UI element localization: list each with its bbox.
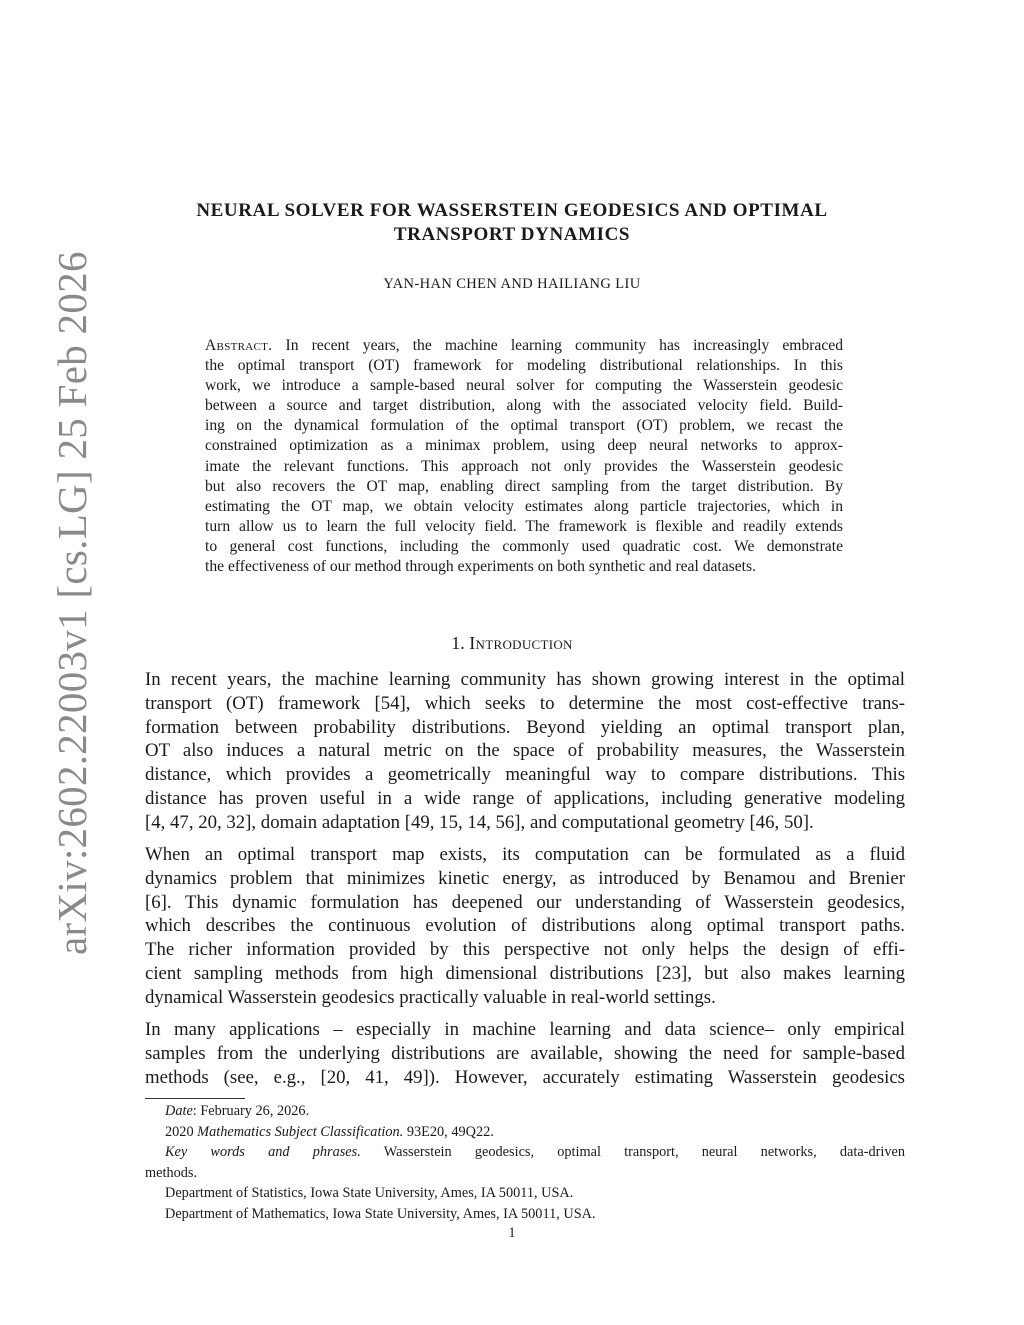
keywords-line-1: Wasserstein geodesics, optimal transport, neural networks, data-driven [383, 1144, 905, 1161]
footnotes [145, 1101, 905, 1225]
paragraph-line: formation between probability distributions. Beyond yielding an optimal transport plan, [145, 716, 905, 738]
section-number: 1. [451, 633, 465, 653]
paragraph-line: The richer information provided by this perspective not only helps the design of effi- [145, 939, 905, 961]
footnote-rule [145, 1098, 245, 1099]
msc-codes: 93E20, 49Q22. [406, 1123, 494, 1140]
abstract [205, 336, 843, 577]
abstract-line-text: the optimal transport (OT) framework for modeling distributional relationships. In this [205, 357, 843, 375]
keywords-line-2: methods. [145, 1164, 198, 1181]
abstract-line-text: estimating the OT map, we obtain velocity estimates along particle trajectories, which in [205, 497, 843, 515]
paragraph-line: samples from the underlying distributions are available, showing the need for sample-based [145, 1042, 905, 1064]
footnote-msc [145, 1122, 905, 1143]
paragraph [145, 843, 905, 1010]
abstract-line-text: but also recovers the OT map, enabling direct sampling from the target distribution. By [205, 477, 843, 495]
paragraph [145, 1018, 905, 1089]
abstract-line-text: work, we introduce a sample-based neural solver for computing the Wasserstein geodesic [205, 377, 843, 395]
abstract-line-text: In recent years, the machine learning community has increasingly embraced [285, 337, 843, 354]
paragraph-line: [4, 47, 20, 32], domain adaptation [49, 15, 14, 56], and computational geometry [46, 50]. [145, 811, 814, 833]
footnote-keywords [145, 1142, 905, 1163]
abstract-line [205, 356, 843, 376]
abstract-line-text: the effectiveness of our method through experiments on both synthetic and real datasets. [205, 558, 756, 576]
paragraph-line: distance has proven useful in a wide range of applications, including generative modeling [145, 787, 905, 809]
section-heading [0, 633, 1024, 654]
paragraph [145, 668, 905, 835]
abstract-line [205, 457, 843, 477]
abstract-label: Abstract. [205, 337, 273, 354]
abstract-line [205, 416, 843, 436]
abstract-line [205, 396, 843, 416]
affiliation-1: Department of Statistics, Iowa State University, Ames, IA 50011, USA. [165, 1185, 574, 1202]
paragraph-line: OT also induces a natural metric on the space of probability measures, the Wasserstein [145, 740, 905, 762]
paragraph-line: In recent years, the machine learning community has shown growing interest in the optimal [145, 669, 905, 690]
paragraph-line: methods (see, e.g., [20, 41, 49]). However, accurately estimating Wasserstein geodesics [145, 1066, 905, 1088]
abstract-line [205, 436, 843, 456]
keywords-label: Key words and phrases. [165, 1144, 361, 1161]
title-line-1: NEURAL SOLVER FOR WASSERSTEIN GEODESICS AND OPTIMAL [196, 200, 828, 221]
section-title: Introduction [469, 633, 573, 653]
abstract-line [205, 376, 843, 396]
paragraph-line: In many applications – especially in machine learning and data science– only empirical [145, 1019, 905, 1040]
msc-label: Mathematics Subject Classification. [197, 1123, 404, 1140]
paragraph-line: which describes the continuous evolution of distributions along optimal transport paths. [145, 915, 905, 937]
paper-title [0, 199, 1024, 247]
paragraph-line: dynamical Wasserstein geodesics practically valuable in real-world settings. [145, 986, 716, 1008]
abstract-line [205, 477, 843, 497]
paragraph-line: transport (OT) framework [54], which seeks to determine the most cost-effective trans- [145, 692, 905, 714]
abstract-line-text: between a source and target distribution, along with the associated velocity field. Build- [205, 397, 843, 415]
abstract-line [205, 537, 843, 557]
paragraph-line: [6]. This dynamic formulation has deepened our understanding of Wasserstein geodesics, [145, 891, 905, 913]
affiliation-2: Department of Mathematics, Iowa State University, Ames, IA 50011, USA. [165, 1205, 596, 1222]
abstract-line [205, 517, 843, 537]
abstract-line-text: to general cost functions, including the commonly used quadratic cost. We demonstrate [205, 537, 843, 555]
abstract-line [205, 497, 843, 517]
authors: YAN-HAN CHEN AND HAILIANG LIU [383, 276, 641, 292]
abstract-line [205, 336, 843, 356]
date-value: : February 26, 2026. [192, 1103, 310, 1119]
paragraph-line: cient sampling methods from high dimensional distributions [23], but also makes learning [145, 962, 905, 984]
abstract-line-text: turn allow us to learn the full velocity field. The framework is flexible and readily extends [205, 517, 843, 535]
abstract-line-text: imate the relevant functions. This approach not only provides the Wasserstein geodesic [205, 457, 843, 475]
date-label: Date [165, 1103, 193, 1119]
paragraph-line: dynamics problem that minimizes kinetic energy, as introduced by Benamou and Brenier [145, 867, 905, 889]
footnote-date [145, 1101, 905, 1122]
arxiv-identifier-stamp: arXiv:2602.22003v1 [cs.LG] 25 Feb 2026 [49, 251, 95, 955]
paragraph-line: distance, which provides a geometrically meaningful way to compare distributions. This [145, 764, 905, 786]
title-line-2: TRANSPORT DYNAMICS [393, 224, 631, 245]
abstract-line-text: constrained optimization as a minimax problem, using deep neural networks to approx- [205, 437, 843, 455]
msc-year: 2020 [165, 1123, 194, 1140]
page-number: 1 [508, 1225, 516, 1241]
abstract-line [205, 557, 843, 577]
abstract-line-text: ing on the dynamical formulation of the optimal transport (OT) problem, we recast the [205, 417, 843, 435]
paragraph-line: When an optimal transport map exists, its computation can be formulated as a fluid [145, 844, 905, 865]
